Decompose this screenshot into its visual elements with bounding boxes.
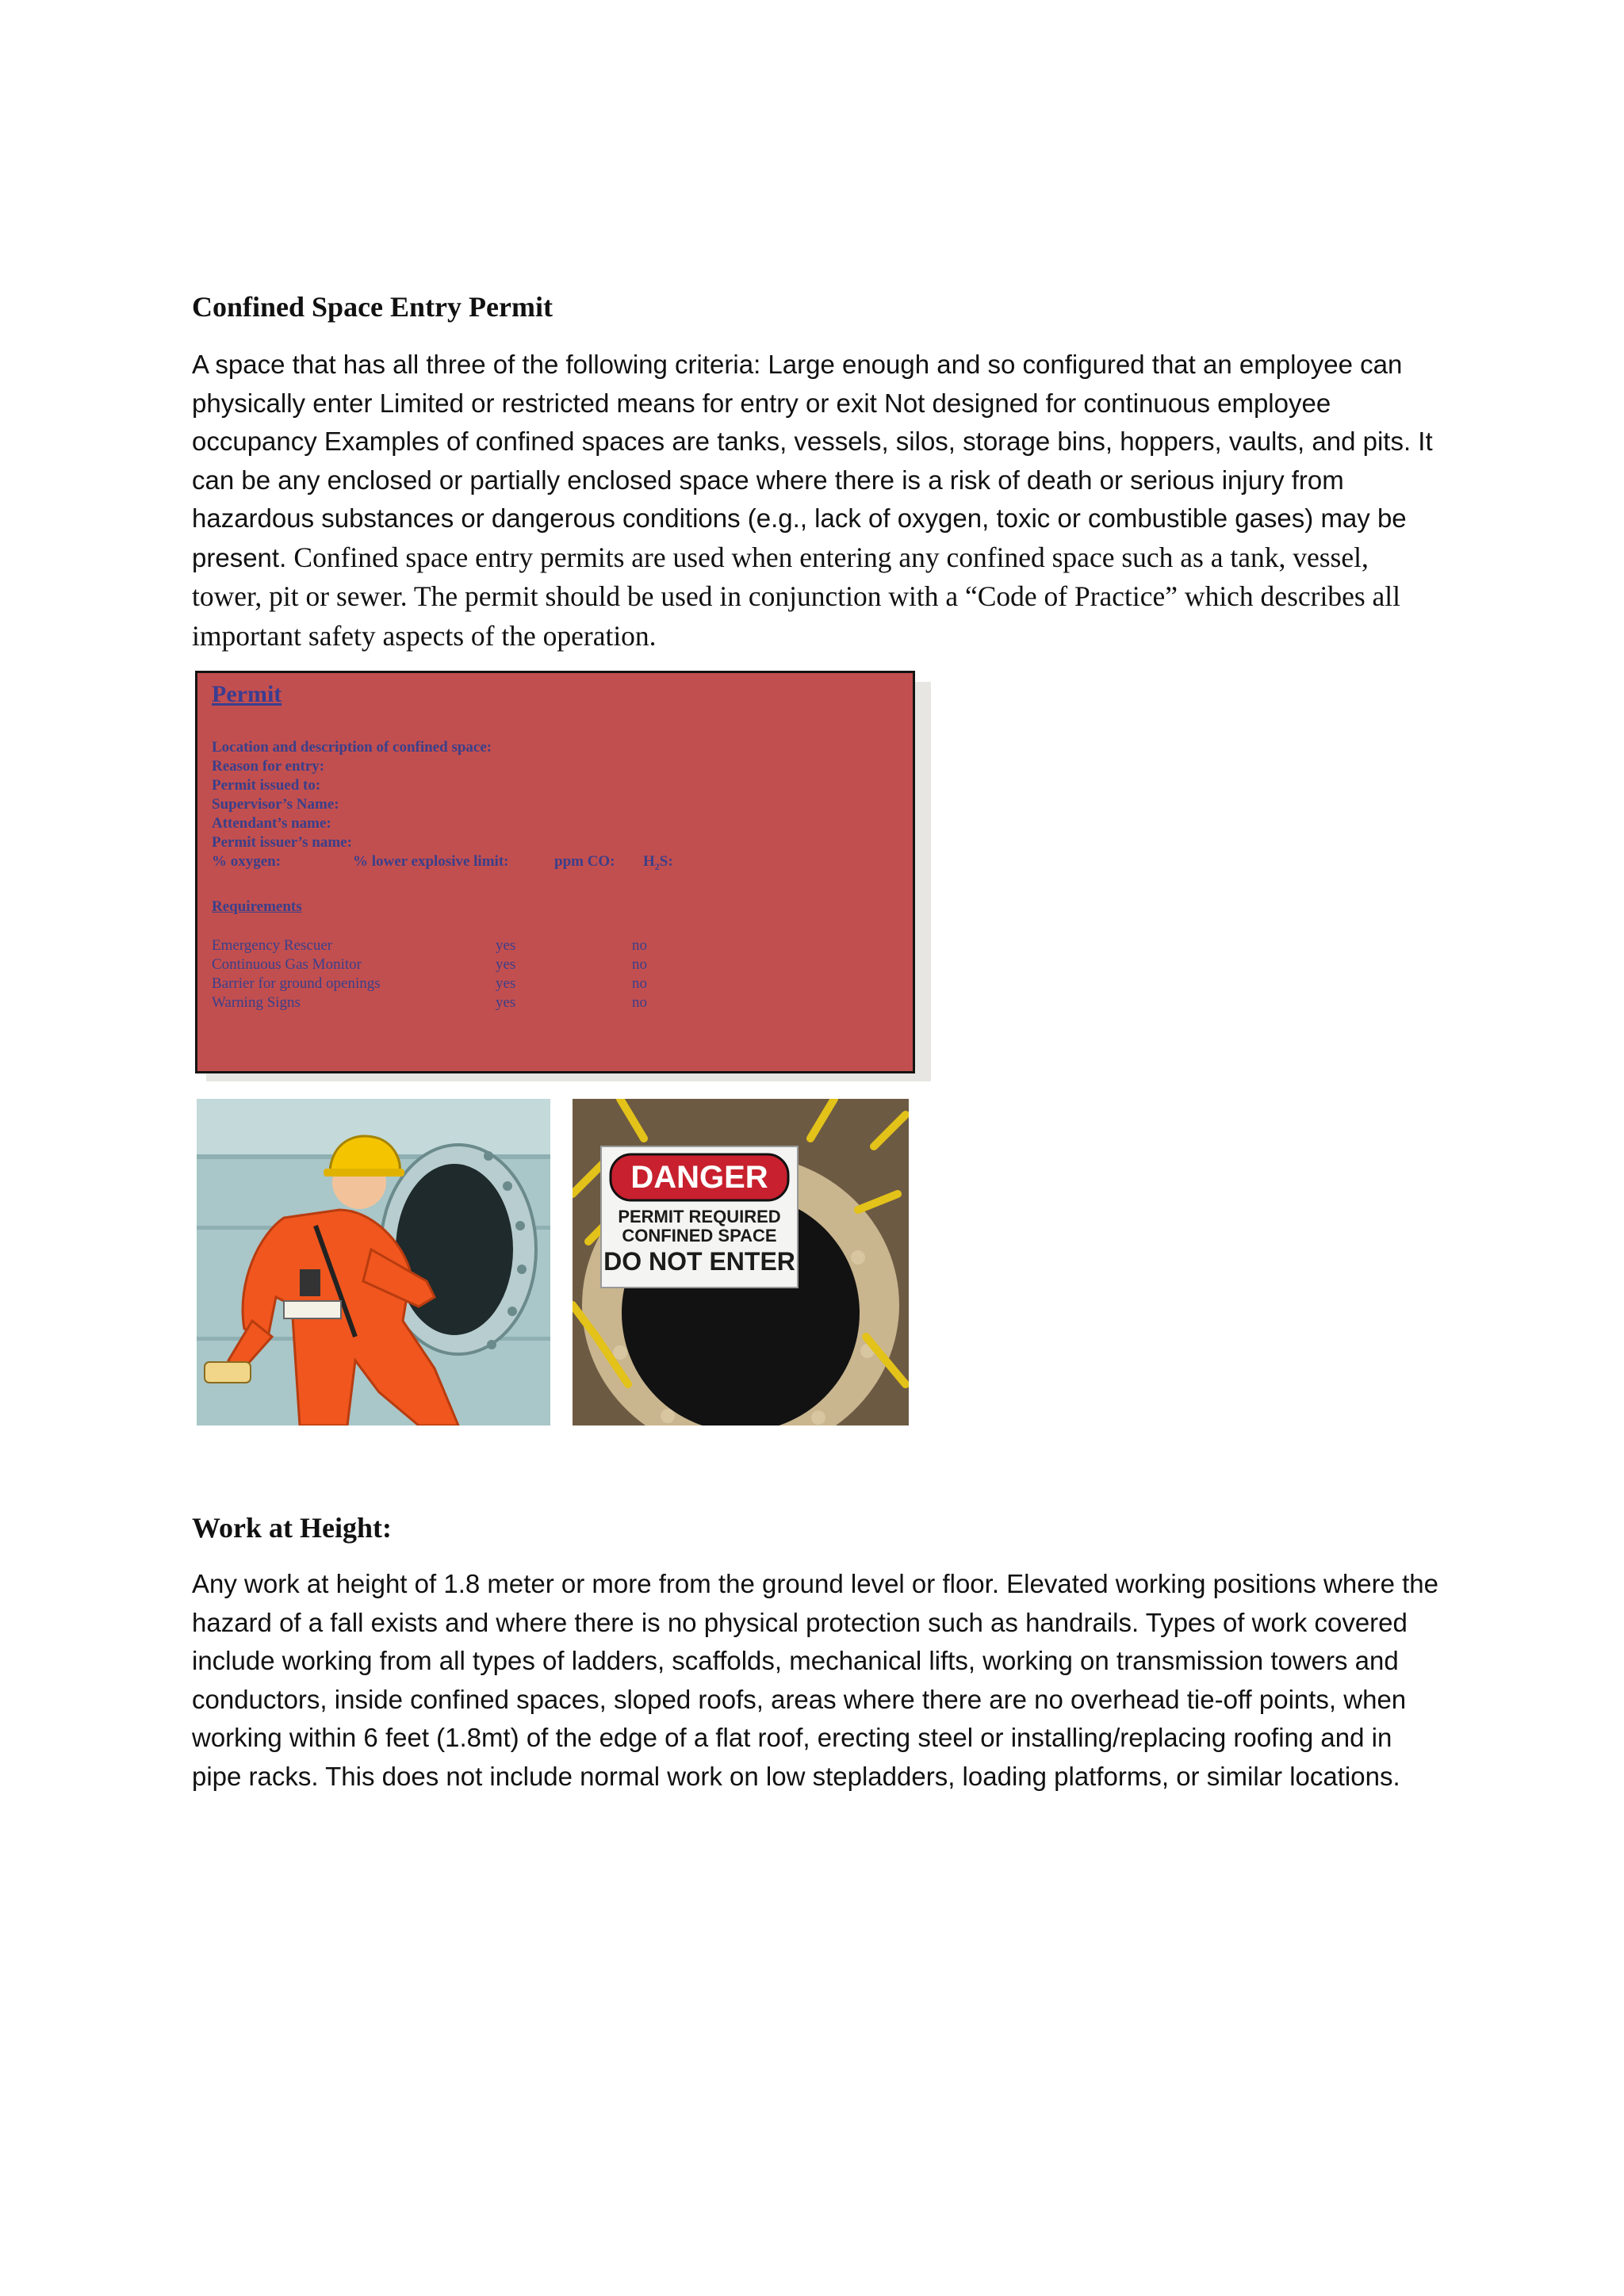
section-heading-confined-space: Confined Space Entry Permit: [192, 291, 553, 323]
section-heading-work-at-height: Work at Height:: [192, 1512, 392, 1544]
danger-sign-line: DO NOT ENTER: [603, 1247, 795, 1276]
oxygen-label: % oxygen:: [212, 853, 282, 870]
requirements-title: Requirements: [212, 898, 302, 915]
danger-sign-line: PERMIT REQUIRED: [618, 1207, 781, 1226]
requirement-row: [212, 993, 767, 1012]
permit-field: Attendant’s name:: [212, 815, 331, 832]
permit-field: Supervisor’s Name:: [212, 796, 339, 813]
h2s-label: $H_2S$:: [643, 853, 673, 872]
requirement-yes: yes: [496, 956, 516, 973]
confined-space-definition: A space that has all three of the following criteria: Large enough and so configured that an employee can physically enter Limited or restricted means for entry or exit Not designed for continuous employee occupancy Examples of confined spaces are tanks, vessels, silos, storage bins, hoppers, vaults, and pits. It can be any enclosed or partially enclosed space where there is a risk of death or serious injury from hazardous substances or dangerous conditions (e.g., lack of oxygen, toxic or combustible gases) may be present.: [192, 350, 1433, 572]
danger-sign-line: CONFINED SPACE: [622, 1226, 777, 1246]
worker-entering-hatch-illustration: [197, 1099, 550, 1425]
requirement-item: Barrier for ground openings: [212, 975, 381, 992]
requirement-no: no: [632, 994, 647, 1011]
work-at-height-paragraph: Any work at height of 1.8 meter or more from the ground level or floor. Elevated working positions where the hazard of a fall exists and where there is no physical protection such as handrails. Types of work covered include working from all types of ladders, scaffolds, mechanical lifts, working on transmission towers and conductors, inside confined spaces, sloped roofs, areas where there are no overhead tie-off points, when working within 6 feet (1.8mt) of the edge of a flat roof, erecting steel or installing/replacing roofing and in pipe racks. This does not include normal work on low stepladders, loading platforms, or similar locations.: [192, 1569, 1438, 1791]
permit-fields: [212, 738, 673, 872]
requirement-row: [212, 936, 767, 955]
requirement-no: no: [632, 937, 647, 954]
requirement-no: no: [632, 956, 647, 973]
danger-sign-photo: [573, 1099, 909, 1425]
requirement-yes: yes: [496, 994, 516, 1011]
permit-field: Permit issuer’s name:: [212, 834, 352, 851]
requirement-item: Warning Signs: [212, 994, 301, 1011]
permit-field: Location and description of confined space:: [212, 739, 492, 756]
requirements-table: [212, 936, 767, 1012]
requirement-item: Continuous Gas Monitor: [212, 956, 362, 973]
requirement-no: no: [632, 975, 647, 992]
permit-field: Reason for entry:: [212, 758, 325, 775]
requirement-yes: yes: [496, 975, 516, 992]
permit-field: Permit issued to:: [212, 777, 321, 794]
requirement-item: Emergency Rescuer: [212, 937, 333, 954]
co-label: ppm CO:: [554, 853, 615, 870]
gas-readings-line: [212, 852, 673, 872]
requirement-row: [212, 955, 767, 974]
lel-label: % lower explosive limit:: [353, 853, 509, 870]
danger-sign-title: DANGER: [630, 1160, 768, 1195]
permit-title: Permit: [212, 681, 282, 707]
permit-usage-text: Confined space entry permits are used when entering any confined space such as a tank, vessel, tower, pit or sewer. The permit should be used in conjunction with a “Code of Practice” which describes all important safety aspects of the operation.: [192, 541, 1401, 652]
confined-space-paragraph: [192, 346, 1445, 656]
permit-form-image: [195, 671, 928, 1078]
requirement-row: [212, 974, 767, 993]
permit-form: [195, 671, 915, 1073]
requirement-yes: yes: [496, 937, 516, 954]
